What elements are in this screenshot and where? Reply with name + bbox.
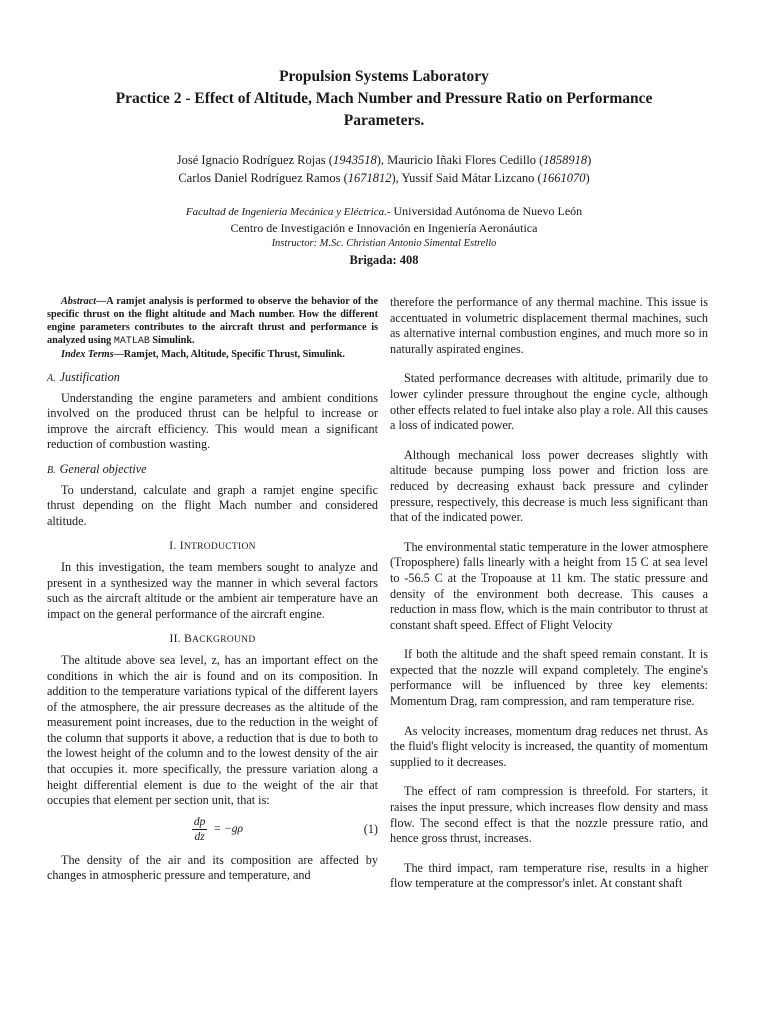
faculty-name: Facultad de Ingeniería Mecánica y Eléctrica.- xyxy=(185,206,391,218)
affiliation-block xyxy=(40,203,728,268)
section-rest: NTRODUCTION xyxy=(183,542,256,553)
equation-number: (1) xyxy=(363,822,378,837)
fraction-numerator: dp xyxy=(193,816,206,829)
paragraph: therefore the performance of any thermal machine. This issue is accentuated in volumetric displacement thermal machines, such as alternative internal combustion engines, and much more so in naturally aspirated engines. xyxy=(390,295,708,356)
equation-body xyxy=(47,815,348,844)
paragraph: The third impact, ram temperature rise, results in a higher flow temperature at the compressor's inlet. At constant shaft xyxy=(390,860,708,891)
research-center: Centro de Investigación e Innovación en Ingeniería Aeronáutica xyxy=(230,221,538,235)
author-close: ) xyxy=(585,171,590,185)
author-id: 1661070 xyxy=(541,171,586,185)
software-name: MATLAB xyxy=(113,336,150,347)
paragraph: Although mechanical loss power decreases slightly with altitude because pumping loss power and friction loss are reduced by decreasing exhaust back pressure and cylinder pressure, respectively, this decrease is much less significant than that of the indicated power. xyxy=(390,447,708,525)
practice-title-cont: Parameters. xyxy=(343,112,425,129)
author-id: 1858918 xyxy=(543,153,588,167)
author-line-1 xyxy=(40,151,728,169)
paragraph: Stated performance decreases with altitude, primarily due to lower cylinder pressure throughout the engine cycle, although other effects related to fuel intake also play a role. All this causes a loss of indicated power. xyxy=(390,371,708,433)
fraction-denominator: dz xyxy=(194,831,205,844)
background-heading xyxy=(47,632,378,649)
subsection-title: Justification xyxy=(59,370,120,384)
author-name: José Ignacio Rodríguez Rojas ( xyxy=(176,153,333,167)
paragraph: As velocity increases, momentum drag reduces net thrust. As the fluid's flight velocity is increased, the quantity of momentum supplied to it decreases. xyxy=(390,723,708,769)
justification-heading xyxy=(47,370,378,387)
author-name: ), Yussif Said Mátar Lizcano ( xyxy=(391,171,542,185)
justification-text: Understanding the engine parameters and ambient conditions involved on the produced thrust can be helpful to increase or improve the aircraft efficiency. This would mean a significant reduction of combustion wasting. xyxy=(47,390,378,452)
faculty-line xyxy=(40,203,728,220)
instructor-line: Instructor: M.Sc. Christian Antonio Simental Estrello xyxy=(271,238,497,249)
derivative-fraction xyxy=(192,815,208,844)
author-id: 1671812 xyxy=(347,171,392,185)
section-cap: B xyxy=(184,633,193,646)
background-text-cont: The density of the air and its composition are affected by changes in atmospheric pressure and temperature, and xyxy=(47,852,378,883)
subsection-letter: A. xyxy=(47,373,56,384)
subsection-title: General objective xyxy=(59,461,147,476)
practice-title: Practice 2 - Effect of Altitude, Mach Number and Pressure Ratio on Performance xyxy=(115,90,653,107)
subsection-letter: B. xyxy=(47,464,56,476)
author-close: ) xyxy=(587,153,592,167)
index-terms-text: —Ramjet, Mach, Altitude, Specific Thrust, Simulink. xyxy=(113,349,345,360)
paper-title xyxy=(40,66,728,132)
index-terms xyxy=(47,348,378,361)
introduction-heading xyxy=(47,539,378,556)
brigade-line: Brigada: 408 xyxy=(349,253,419,267)
lab-title: Propulsion Systems Laboratory xyxy=(279,68,489,85)
right-column xyxy=(390,295,708,892)
index-terms-label: Index Terms xyxy=(61,349,114,360)
paragraph: The environmental static temperature in the lower atmosphere (Troposphere) falls linearly with a height from 15 C at sea level to -56.5 C at the Tropoause at 11 km. The static pressure and density of the environment both decrease. This causes a reduction in mass flow, which is the main contributor to thrust at constant shaft speed. Effect of Flight Velocity xyxy=(390,539,708,632)
section-number: II. xyxy=(169,633,185,646)
author-name: Carlos Daniel Rodríguez Ramos ( xyxy=(178,171,348,185)
author-name: ), Mauricio Iñaki Flores Cedillo ( xyxy=(376,153,544,167)
paragraph: The effect of ram compression is threefold. For starters, it raises the input pressure, which increases flow density and mass flow. The second effect is that the nozzle pressure ratio, and hence gross thrust, increases. xyxy=(390,784,708,846)
objective-heading xyxy=(47,462,378,479)
author-line-2 xyxy=(40,169,728,187)
background-text: The altitude above sea level, z, has an important effect on the conditions in which the air is found and on its composition. In addition to the temperature variations typical of the different layers of the atmosphere, the air pressure decreases as the altitude of the measurement point increases, due to the reduction in the weight of the column that supports it above, a reduction that is due to both to the lowest height of the column and to the lowest density of the air that occupies it. more specifically, the pressure variation along a height differential element is due to the weight of the air that occupies that element per section unit, that is: xyxy=(47,652,378,808)
section-number: I. xyxy=(169,540,180,553)
abstract-text-end: Simulink. xyxy=(149,335,195,346)
left-column xyxy=(47,295,378,884)
objective-text: To understand, calculate and graph a ramjet engine specific thrust depending on the flight Mach number and considered altitude. xyxy=(47,482,378,528)
equation-rhs: = −gρ xyxy=(213,823,244,836)
university-name: Universidad Autónoma de Nuevo León xyxy=(390,204,583,218)
author-id: 1943518 xyxy=(332,153,377,167)
paragraph: If both the altitude and the shaft speed remain constant. It is expected that the nozzle will expand completely. The engine's performance will be influenced by three key elements: Momentum Drag, ram compression, and ram temperature rise. xyxy=(390,647,708,709)
abstract-text: —A ramjet analysis is performed to observe the behavior of the specific thrust on the flight altitude and Mach number. How the different engine parameters contributes to the aircraft thrust and performance is analyzed using xyxy=(47,296,378,346)
equation-1 xyxy=(47,813,378,847)
author-list xyxy=(40,151,728,187)
section-cap: I xyxy=(179,540,184,553)
section-rest: ACKGROUND xyxy=(192,635,256,646)
abstract-label: Abstract xyxy=(61,296,97,307)
abstract xyxy=(47,295,378,348)
introduction-text: In this investigation, the team members sought to analyze and present in a synthesized way the manner in which several factors such as the aircraft altitude or the ambient air temperature have an impact on the general performance of the aircraft engine. xyxy=(47,559,378,621)
